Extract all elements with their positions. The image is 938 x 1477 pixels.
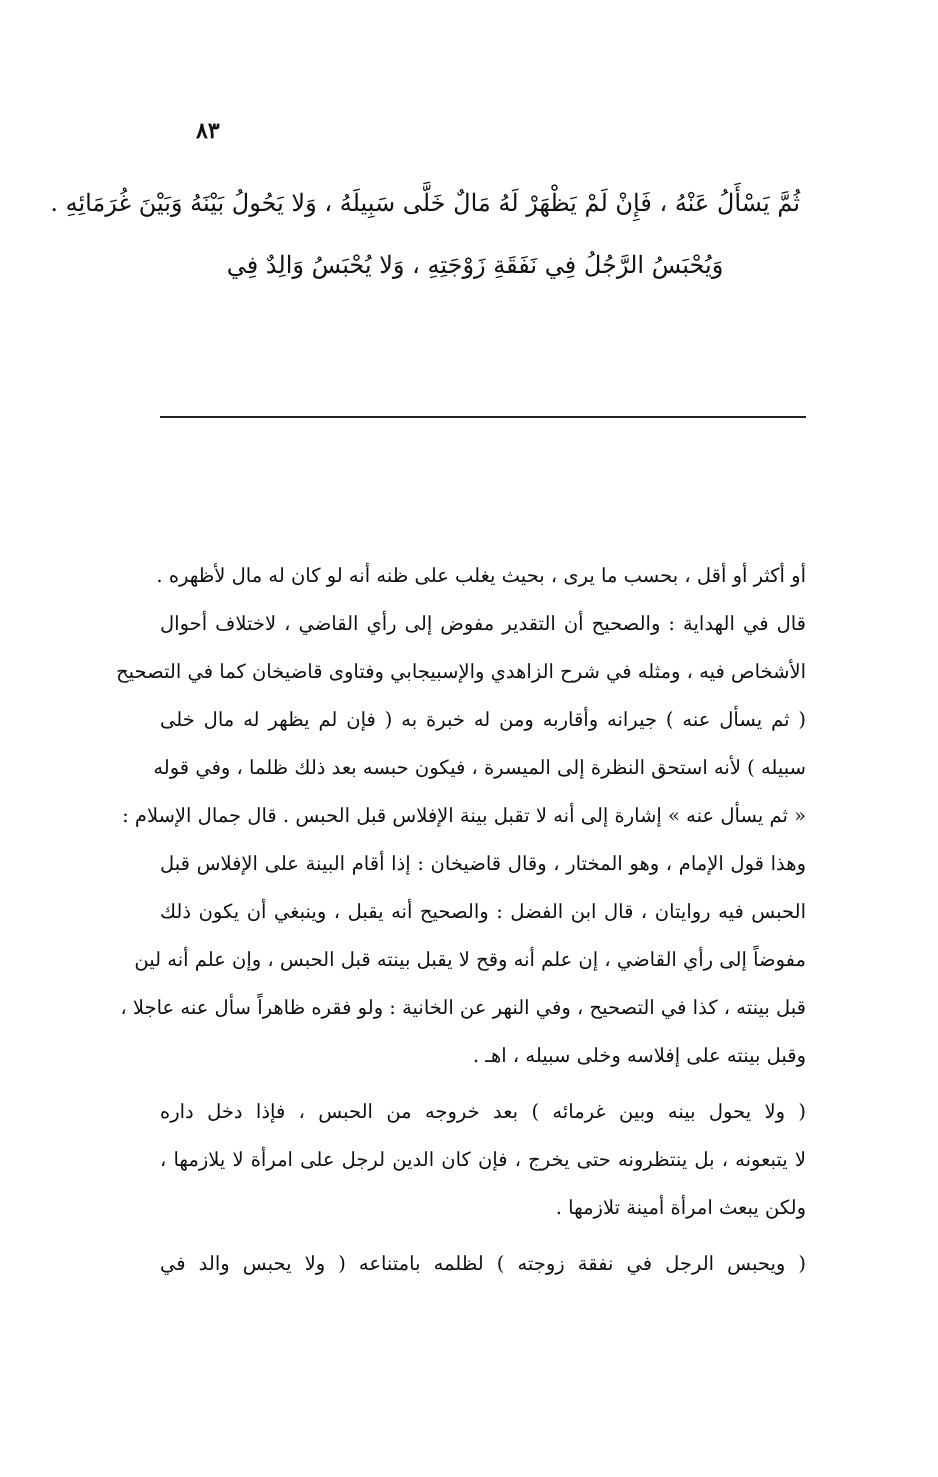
commentary-line: لا يتبعونه ، بل ينتظرونه حتى يخرج ، فإن كان الدين لرجل على امرأة لا يلازمها ، bbox=[160, 1148, 806, 1171]
matn-text bbox=[50, 172, 800, 296]
commentary-line: « ثم يسأل عنه » إشارة إلى أنه لا تقبل بينة الإفلاس قبل الحبس . قال جمال الإسلام : bbox=[122, 804, 806, 827]
commentary-line: وهذا قول الإمام ، وهو المختار ، وقال قاضيخان : إذا أقام البينة على الإفلاس قبل bbox=[160, 852, 806, 875]
commentary-line: مفوضاً إلى رأي القاضي ، إن علم أنه وقح لا يقبل بينته قبل الحبس ، وإن علم أنه لين bbox=[134, 948, 806, 971]
commentary-line: قبل بينته ، كذا في التصحيح ، وفي النهر عن الخانية : ولو فقره ظاهراً سأل عنه عاجلا ، bbox=[120, 996, 806, 1019]
commentary-paragraph bbox=[160, 1240, 806, 1288]
commentary-text bbox=[116, 552, 806, 1296]
matn-line: وَيُحْبَسُ الرَّجُلُ فِي نَفَقَةِ زَوْجَتِهِ ، وَلا يُحْبَسُ وَالِدٌ فِي bbox=[226, 251, 724, 279]
commentary-line: ( ويحبس الرجل في نفقة زوجته ) لظلمه بامتناعه ( ولا يحبس والد في bbox=[160, 1252, 806, 1275]
commentary-paragraph bbox=[160, 1088, 806, 1232]
commentary-line: وقبل بينته على إفلاسه وخلى سبيله ، اهـ . bbox=[472, 1044, 806, 1067]
commentary-line: ( ثم يسأل عنه ) جيرانه وأقاربه ومن له خبرة به ( فإن لم يظهر له مال خلى bbox=[160, 708, 806, 731]
page-number: ٨٣ bbox=[196, 118, 220, 144]
footnote-divider bbox=[160, 416, 806, 418]
commentary-line: الأشخاص فيه ، ومثله في شرح الزاهدي والإسبيجابي وفتاوى قاضيخان كما في التصحيح bbox=[116, 660, 806, 683]
commentary-line: أو أكثر أو أقل ، بحسب ما يرى ، بحيث يغلب على ظنه أنه لو كان له مال لأظهره . bbox=[156, 564, 806, 587]
commentary-line: قال في الهداية : والصحيح أن التقدير مفوض إلى رأي القاضي ، لاختلاف أحوال bbox=[160, 612, 806, 635]
commentary-line: سبيله ) لأنه استحق النظرة إلى الميسرة ، فيكون حبسه بعد ذلك ظلما ، وفي قوله bbox=[153, 756, 806, 779]
commentary-line: الحبس فيه روايتان ، قال ابن الفضل : والصحيح أنه يقبل ، وينبغي أن يكون ذلك bbox=[160, 900, 806, 923]
commentary-line: ولكن يبعث امرأة أمينة تلازمها . bbox=[555, 1196, 806, 1219]
commentary-paragraph bbox=[116, 552, 806, 1080]
matn-line: ثُمَّ يَسْأَلُ عَنْهُ ، فَإِنْ لَمْ يَظْهَرْ لَهُ مَالٌ خَلَّى سَبِيلَهُ ، وَلا يَحُولُ بَيْنَهُ وَبَيْنَ غُرَمَائِهِ . bbox=[50, 189, 800, 217]
commentary-line: ( ولا يحول بينه وبين غرمائه ) بعد خروجه من الحبس ، فإذا دخل داره bbox=[160, 1100, 806, 1123]
